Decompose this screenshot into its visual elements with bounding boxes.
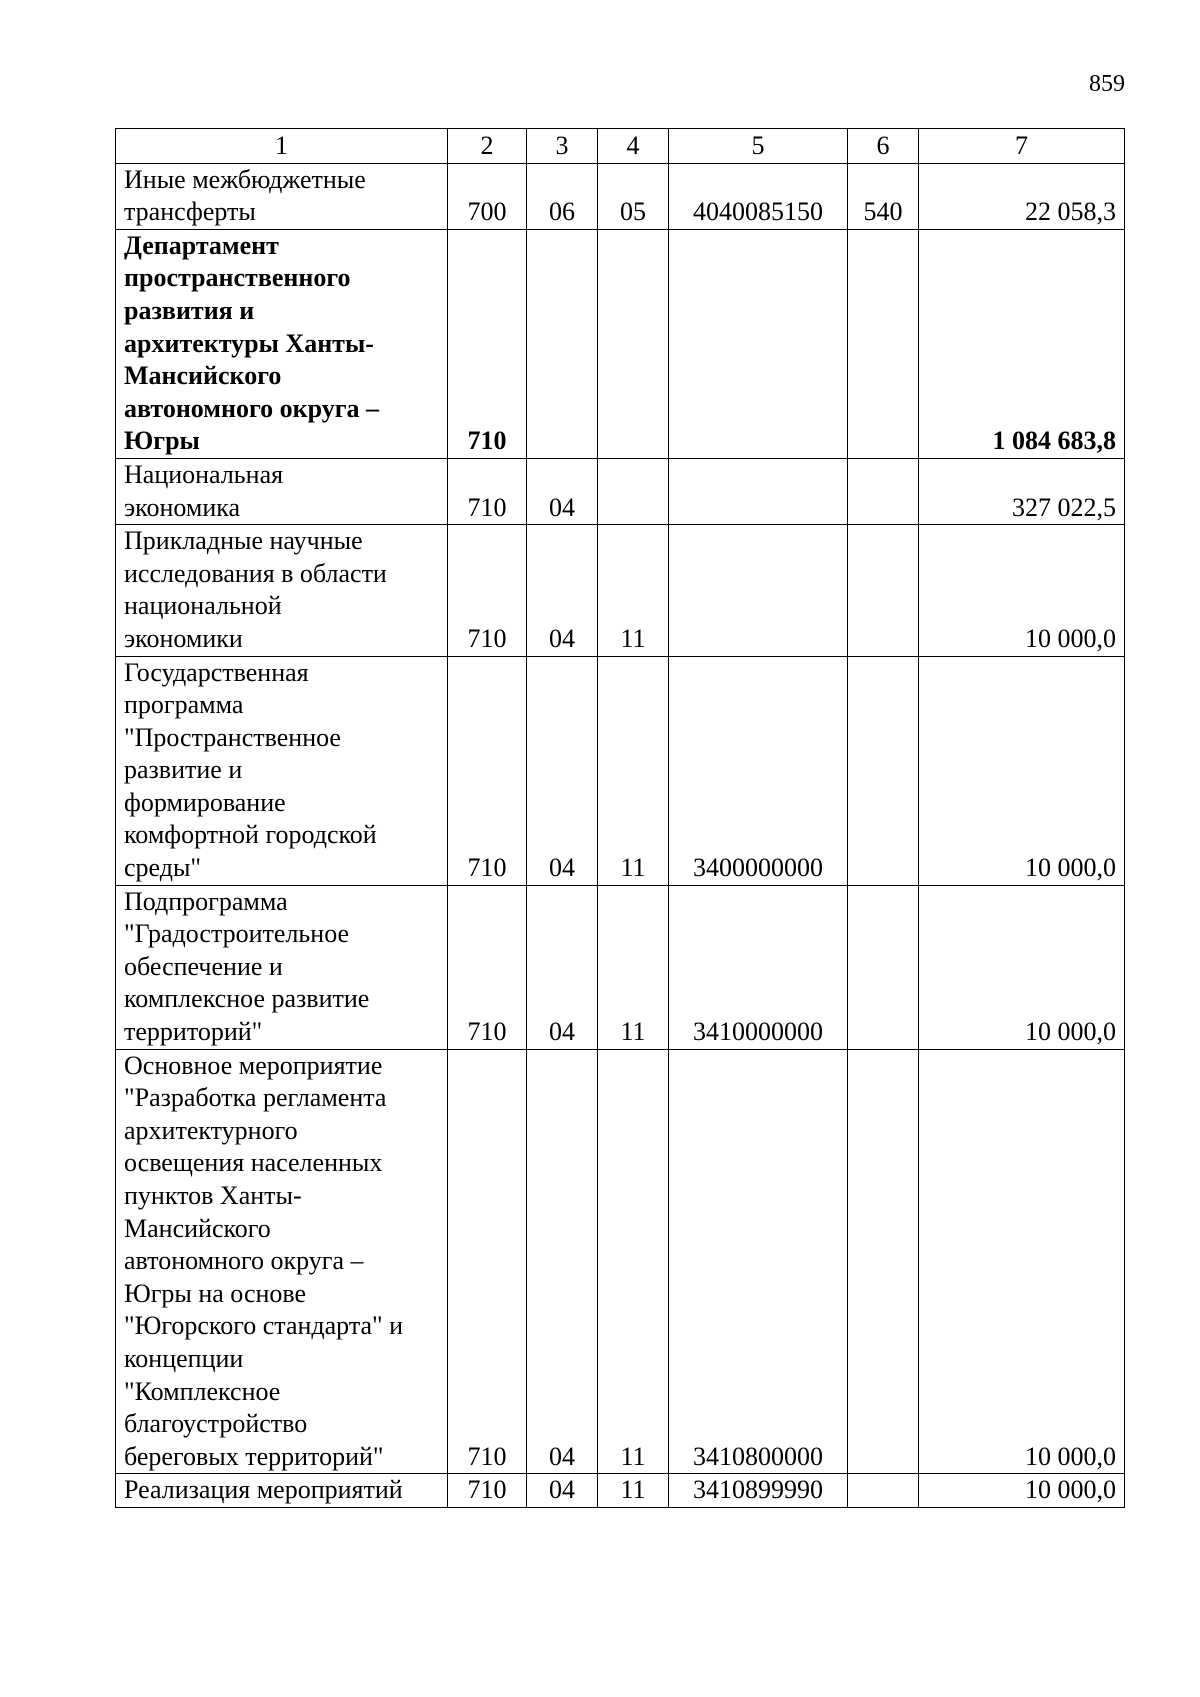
table-row bbox=[116, 1049, 1125, 1474]
row-name-cell: Иные межбюджетные трансферты bbox=[116, 163, 448, 229]
budget-table bbox=[115, 128, 1125, 1508]
row-name-cell: Государственная программа "Пространственное развитие и формирование комфортной городской среды" bbox=[116, 656, 448, 885]
row-expense-type-cell bbox=[848, 525, 919, 656]
row-code-cell: 700 bbox=[448, 163, 527, 229]
row-section-cell: 04 bbox=[527, 525, 598, 656]
row-target-article-cell: 3410899990 bbox=[669, 1474, 848, 1508]
row-section-cell: 04 bbox=[527, 656, 598, 885]
row-subsection-cell: 11 bbox=[598, 525, 669, 656]
row-expense-type-cell bbox=[848, 1049, 919, 1474]
row-expense-type-cell bbox=[848, 458, 919, 524]
row-amount-cell: 10 000,0 bbox=[919, 885, 1125, 1049]
row-code-cell: 710 bbox=[448, 229, 527, 458]
row-target-article-cell: 4040085150 bbox=[669, 163, 848, 229]
row-subsection-cell bbox=[598, 458, 669, 524]
table-header-row bbox=[116, 129, 1125, 164]
row-name-cell: Основное мероприятие "Разработка регламента архитектурного освещения населенных пунктов Ханты- Мансийского автономного округа – Югры на основе "Югорского стандарта" и концепции "Комплексное благоустройство береговых территорий" bbox=[116, 1049, 448, 1474]
row-amount-cell: 22 058,3 bbox=[919, 163, 1125, 229]
row-code-cell: 710 bbox=[448, 525, 527, 656]
row-subsection-cell bbox=[598, 229, 669, 458]
row-amount-cell: 10 000,0 bbox=[919, 656, 1125, 885]
table-row bbox=[116, 525, 1125, 656]
row-name-cell: Подпрограмма "Градостроительное обеспечение и комплексное развитие территорий" bbox=[116, 885, 448, 1049]
row-amount-cell: 10 000,0 bbox=[919, 1049, 1125, 1474]
page-number: 859 bbox=[1089, 71, 1125, 97]
row-section-cell: 04 bbox=[527, 885, 598, 1049]
column-header-6: 6 bbox=[848, 129, 919, 164]
row-code-cell: 710 bbox=[448, 656, 527, 885]
row-code-cell: 710 bbox=[448, 885, 527, 1049]
table-row bbox=[116, 1474, 1125, 1508]
column-header-4: 4 bbox=[598, 129, 669, 164]
row-name-cell: Прикладные научные исследования в области национальной экономики bbox=[116, 525, 448, 656]
column-header-5: 5 bbox=[669, 129, 848, 164]
row-expense-type-cell bbox=[848, 656, 919, 885]
table-row bbox=[116, 656, 1125, 885]
row-target-article-cell bbox=[669, 525, 848, 656]
column-header-3: 3 bbox=[527, 129, 598, 164]
row-name-cell: Национальная экономика bbox=[116, 458, 448, 524]
column-header-7: 7 bbox=[919, 129, 1125, 164]
row-code-cell: 710 bbox=[448, 1049, 527, 1474]
row-target-article-cell bbox=[669, 458, 848, 524]
row-subsection-cell: 05 bbox=[598, 163, 669, 229]
row-expense-type-cell bbox=[848, 885, 919, 1049]
row-section-cell: 06 bbox=[527, 163, 598, 229]
row-amount-cell: 10 000,0 bbox=[919, 525, 1125, 656]
row-name-cell: Департамент пространственного развития и архитектуры Ханты- Мансийского автономного округа – Югры bbox=[116, 229, 448, 458]
row-subsection-cell: 11 bbox=[598, 885, 669, 1049]
row-section-cell bbox=[527, 229, 598, 458]
row-target-article-cell bbox=[669, 229, 848, 458]
table-row bbox=[116, 458, 1125, 524]
row-amount-cell: 327 022,5 bbox=[919, 458, 1125, 524]
row-expense-type-cell bbox=[848, 1474, 919, 1508]
row-code-cell: 710 bbox=[448, 458, 527, 524]
row-section-cell: 04 bbox=[527, 1049, 598, 1474]
row-target-article-cell: 3410000000 bbox=[669, 885, 848, 1049]
row-name-cell: Реализация мероприятий bbox=[116, 1474, 448, 1508]
row-expense-type-cell: 540 bbox=[848, 163, 919, 229]
table-row bbox=[116, 229, 1125, 458]
table-row bbox=[116, 163, 1125, 229]
row-section-cell: 04 bbox=[527, 1474, 598, 1508]
row-subsection-cell: 11 bbox=[598, 1049, 669, 1474]
row-subsection-cell: 11 bbox=[598, 1474, 669, 1508]
row-expense-type-cell bbox=[848, 229, 919, 458]
row-amount-cell: 1 084 683,8 bbox=[919, 229, 1125, 458]
row-target-article-cell: 3410800000 bbox=[669, 1049, 848, 1474]
column-header-1: 1 bbox=[116, 129, 448, 164]
row-subsection-cell: 11 bbox=[598, 656, 669, 885]
row-code-cell: 710 bbox=[448, 1474, 527, 1508]
row-section-cell: 04 bbox=[527, 458, 598, 524]
column-header-2: 2 bbox=[448, 129, 527, 164]
row-target-article-cell: 3400000000 bbox=[669, 656, 848, 885]
row-amount-cell: 10 000,0 bbox=[919, 1474, 1125, 1508]
table-row bbox=[116, 885, 1125, 1049]
